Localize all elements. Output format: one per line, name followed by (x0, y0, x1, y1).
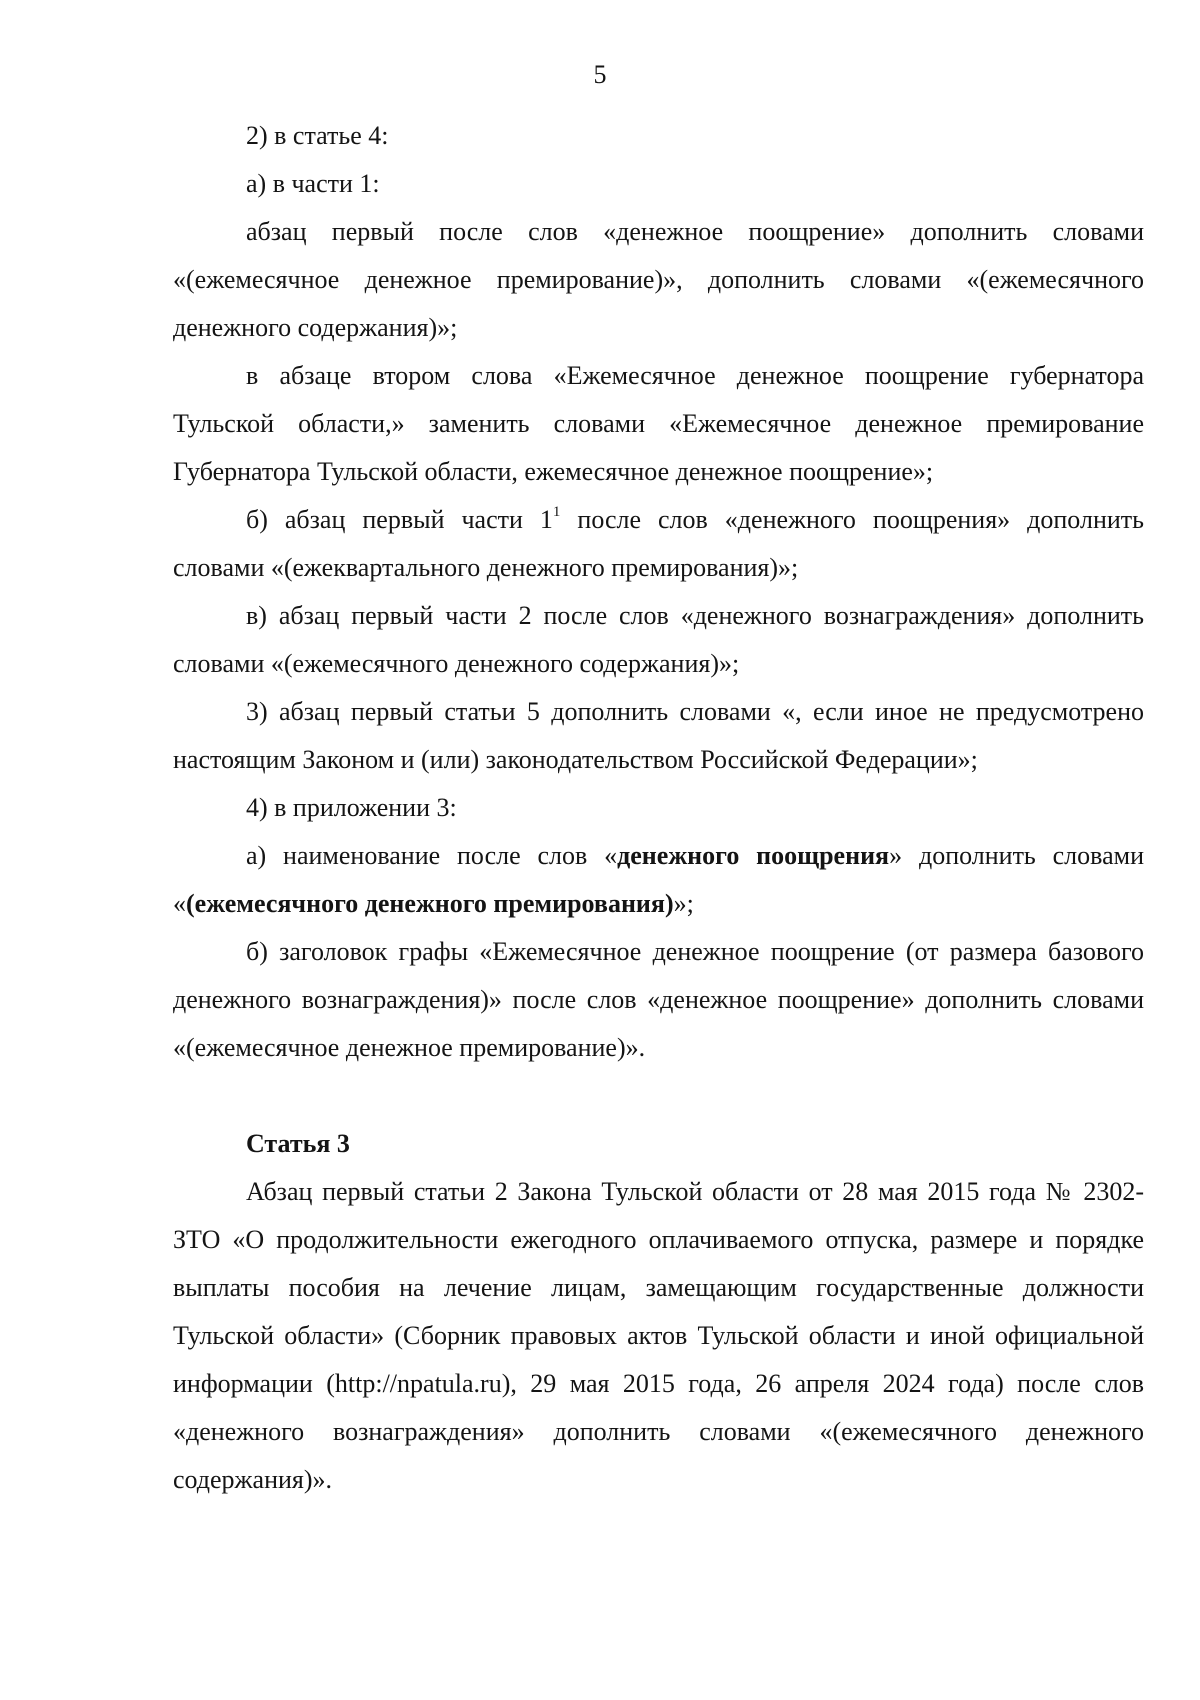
bold-segment: денежного поощрения (617, 841, 890, 870)
paragraph-article-4-intro: 2) в статье 4: (246, 121, 389, 150)
paragraph-part-1-1-rest: после слов «денежного поощрения» дополнить словами «(ежеквартального денежного премирования)»; (173, 505, 1144, 582)
article-heading: Статья 3 (246, 1129, 350, 1158)
paragraph-article-5: 3) абзац первый статьи 5 дополнить словами «, если иное не предусмотрено настоящим Законом и (или) законодательством Российской Федерации»; (173, 697, 1144, 774)
document-body (173, 112, 1144, 1504)
text-segment: » дополнить словами « (173, 841, 1144, 918)
paragraph-part-1-1-text: б) абзац первый части 1 (246, 505, 553, 534)
bold-segment: (ежемесячного денежного премирования) (186, 889, 674, 918)
paragraph-part-1-1 (173, 496, 1144, 592)
paragraph-second-abzac: в абзаце втором слова «Ежемесячное денежное поощрение губернатора Тульской области,» заменить словами «Ежемесячное денежное премирование Губернатора Тульской области, ежемесячное денежное поощрение»; (173, 361, 1144, 486)
superscript-1: 1 (552, 504, 561, 520)
page-number: 5 (593, 60, 607, 89)
paragraph-part-1-intro: а) в части 1: (246, 169, 380, 198)
paragraph-column-header: б) заголовок графы «Ежемесячное денежное поощрение (от размера базового денежного вознаграждения)» после слов «денежное поощрение» дополнить словами «(ежемесячное денежное премирование)». (173, 937, 1144, 1062)
text-segment: а) наименование после слов « (246, 841, 618, 870)
text-segment: »; (673, 889, 694, 918)
paragraph-appendix-3-name (173, 832, 1144, 928)
paragraph-first-abzac: абзац первый после слов «денежное поощрение» дополнить словами «(ежемесячное денежное премирование)», дополнить словами «(ежемесячного денежного содержания)»; (173, 217, 1144, 342)
paragraph-part-2: в) абзац первый части 2 после слов «денежного вознаграждения» дополнить словами «(ежемесячного денежного содержания)»; (173, 601, 1144, 678)
paragraph-appendix-3-intro: 4) в приложении 3: (246, 793, 457, 822)
paragraph-article-3-body: Абзац первый статьи 2 Закона Тульской области от 28 мая 2015 года № 2302-ЗТО «О продолжительности ежегодного оплачиваемого отпуска, размере и порядке выплаты пособия на лечение лицам, замещающим государственные должности Тульской области» (Сборник правовых актов Тульской области и иной официальной информации (http://npatula.ru), 29 мая 2015 года, 26 апреля 2024 года) после слов «денежного вознаграждения» дополнить словами «(ежемесячного денежного содержания)». (173, 1177, 1144, 1494)
